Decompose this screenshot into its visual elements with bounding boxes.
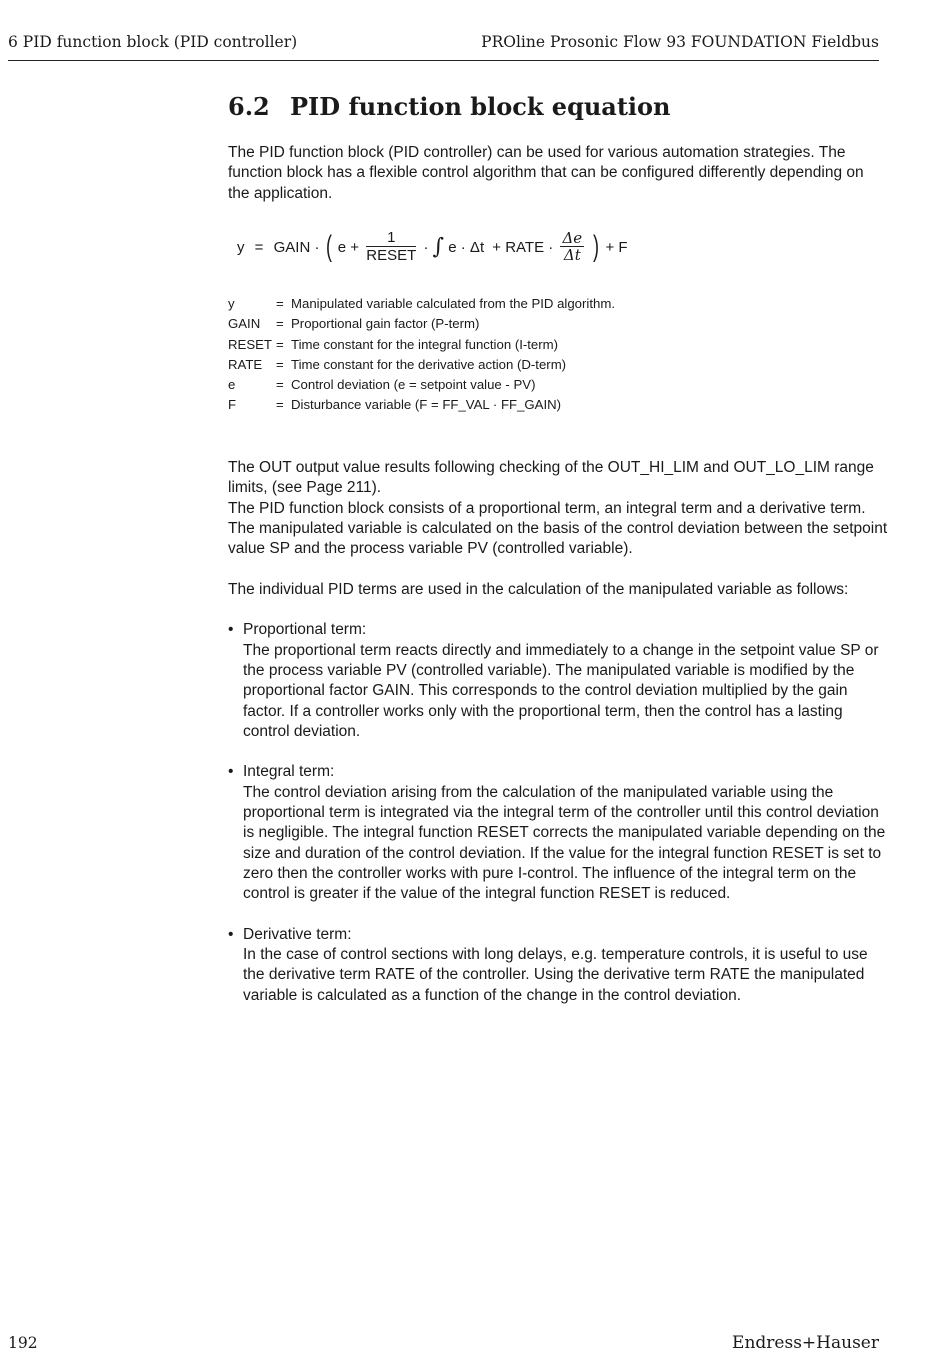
formula-equals: = xyxy=(254,238,264,256)
bullet-point: • xyxy=(228,925,234,943)
legend-symbol: F xyxy=(228,397,237,413)
section-number: 6.2 xyxy=(228,92,270,121)
bullet-heading: Proportional term: xyxy=(243,621,367,639)
derivative-numerator: Δe xyxy=(562,229,583,247)
legend-equals: = xyxy=(276,316,284,332)
legend-equals: = xyxy=(276,377,284,393)
legend-row xyxy=(228,294,615,314)
derivative-denominator: Δt xyxy=(563,246,581,264)
pid-equation xyxy=(237,230,628,270)
equation-legend xyxy=(228,294,615,416)
legend-equals: = xyxy=(276,336,284,352)
bullet-proportional-term xyxy=(228,620,888,742)
formula-gain: GAIN · xyxy=(273,238,320,256)
legend-equals: = xyxy=(276,296,284,311)
section-heading xyxy=(228,92,671,121)
legend-symbol: RATE xyxy=(228,356,263,372)
legend-row xyxy=(228,395,615,415)
bullet-point: • xyxy=(228,763,234,781)
formula-y: y xyxy=(237,238,245,256)
brand-logo-text: Endress+Hauser xyxy=(732,1333,879,1353)
formula-e-dt: e · Δt xyxy=(448,238,485,256)
header-chapter: 6 PID function block (PID controller) xyxy=(8,33,298,51)
bullet-heading: Derivative term: xyxy=(243,925,352,943)
integral-sign: ∫ xyxy=(432,234,445,260)
fraction-numerator: 1 xyxy=(366,230,416,247)
legend-description: Control deviation (e = setpoint value - PV) xyxy=(291,377,536,393)
legend-description: Proportional gain factor (P-term) xyxy=(291,316,480,332)
formula-derivative-fraction xyxy=(560,230,584,264)
body-text xyxy=(228,458,888,1006)
page-number: 192 xyxy=(8,1334,38,1352)
formula-left-paren: ( xyxy=(325,230,332,263)
pid-terms-paragraph: The PID function block consists of a proportional term, an integral term and a derivative term. The manipulated variable is calculated on the basis of the control deviation between the setpoint value SP and the process variable PV (controlled variable). xyxy=(228,499,888,558)
legend-description: Time constant for the integral function (I-term) xyxy=(291,336,559,352)
legend-row xyxy=(228,314,615,334)
legend-equals: = xyxy=(276,397,284,413)
bullet-heading: Integral term: xyxy=(243,763,335,781)
legend-row xyxy=(228,375,615,395)
legend-equals: = xyxy=(276,356,284,372)
legend-row xyxy=(228,335,615,355)
individual-terms-paragraph: The individual PID terms are used in the calculation of the manipulated variable as follows: xyxy=(228,580,849,598)
legend-symbol: RESET xyxy=(228,336,272,352)
header-document-title: PROline Prosonic Flow 93 FOUNDATION Fieldbus xyxy=(481,33,879,51)
bullet-point: • xyxy=(228,621,234,639)
legend-description: Manipulated variable calculated from the PID algorithm. xyxy=(291,296,615,311)
legend-symbol: e xyxy=(228,377,236,393)
bullet-integral-term xyxy=(228,762,888,904)
bullet-text: The proportional term reacts directly and immediately to a change in the setpoint value SP or the process variable PV (controlled variable). The manipulated variable is modified by the proportional factor GAIN. This corresponds to the control deviation multiplied by the gain factor. If a controller works only with the proportional term, then the control has a lasting control deviation. xyxy=(243,641,879,740)
legend-description: Disturbance variable (F = FF_VAL · FF_GAIN) xyxy=(291,397,562,413)
formula-right-paren: ) xyxy=(593,230,600,263)
formula-plus-f: + F xyxy=(605,238,628,256)
formula-reset-fraction xyxy=(366,230,416,264)
legend-row xyxy=(228,355,615,375)
formula-e-plus: e + xyxy=(337,238,360,256)
fraction-denominator: RESET xyxy=(366,247,417,264)
formula-dot: · xyxy=(423,238,429,256)
formula-plus-rate: + RATE · xyxy=(492,238,554,256)
legend-symbol: GAIN xyxy=(228,316,261,332)
bullet-text: The control deviation arising from the calculation of the manipulated variable using the proportional term is integrated via the integral term of the controller until this control deviation is negligible. The integral function RESET corrects the manipulated variable depending on the size and duration of the control deviation. If the value for the integral function RESET is set to zero then the controller works with pure I-control. The influence of the integral term on the control is greater if the value of the integral function RESET is reduced. xyxy=(243,783,886,903)
bullet-derivative-term xyxy=(228,925,888,1006)
intro-paragraph: The PID function block (PID controller) can be used for various automation strategies. The function block has a flexible control algorithm that can be configured differently depending on the application. xyxy=(228,144,864,202)
page-header xyxy=(8,30,879,61)
legend-description: Time constant for the derivative action (D-term) xyxy=(291,356,567,372)
legend-symbol: y xyxy=(228,296,235,311)
section-title: PID function block equation xyxy=(290,92,671,121)
bullet-text: In the case of control sections with long delays, e.g. temperature controls, it is useful to use the derivative term RATE of the controller. Using the derivative term RATE the manipulated variable is calculated as a function of the change in the control deviation. xyxy=(243,946,868,1004)
out-limits-paragraph: The OUT output value results following checking of the OUT_HI_LIM and OUT_LO_LIM range limits, (see Page 211). xyxy=(228,459,874,497)
